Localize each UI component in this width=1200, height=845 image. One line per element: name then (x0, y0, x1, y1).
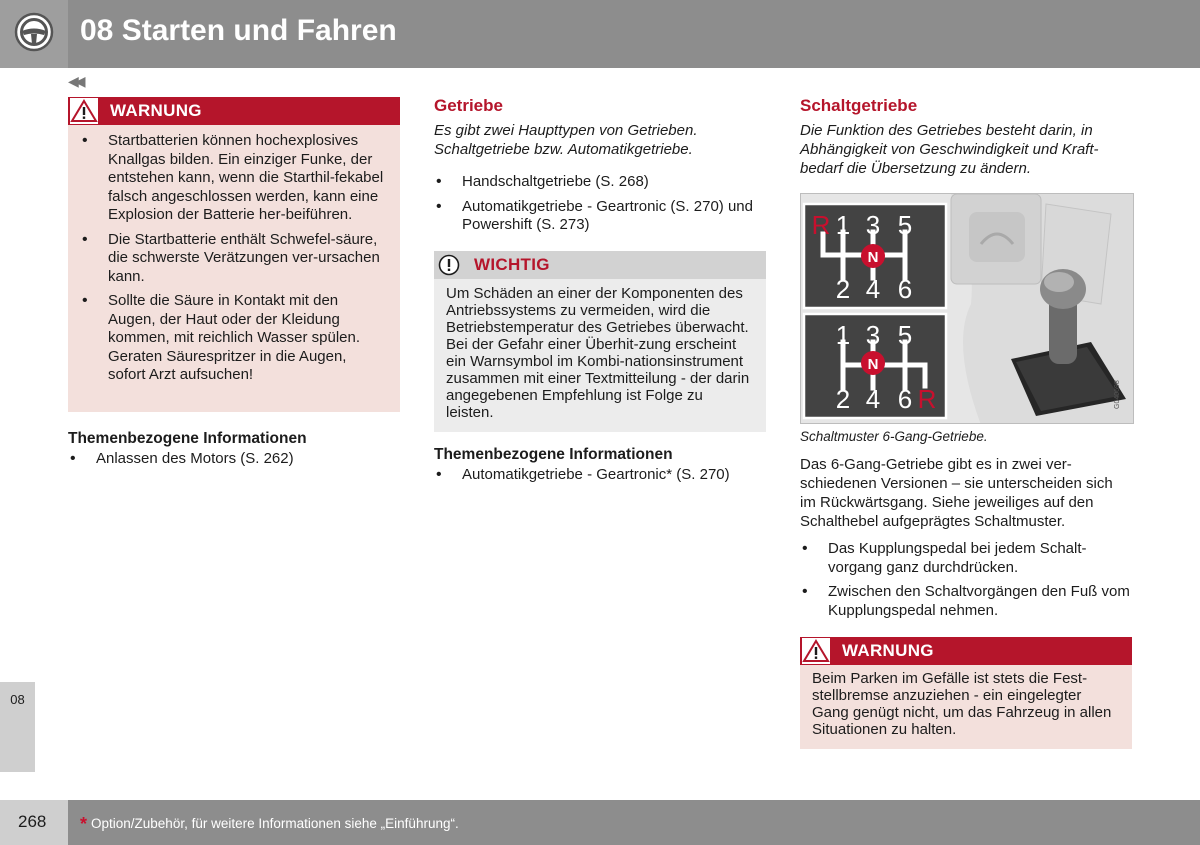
list-item: • Zwischen den Schaltvorgängen den Fuß vom Kupplungspedal nehmen. (800, 583, 1130, 620)
warning-text: Beim Parken im Gefälle ist stets die Fest-stellbremse anzuziehen - ein eingelegter Gang genügt nicht, um das Fahrzeug in allen Situationen zu halten. (812, 670, 1112, 738)
page-number: 268 (18, 812, 47, 831)
gear-label: 1 (835, 320, 851, 350)
header-logo-area (0, 0, 68, 68)
figure-caption: Schaltmuster 6-Gang-Getriebe. (800, 429, 988, 444)
important-text: Um Schäden an einer der Komponenten des Antriebssystems zu vermeiden, wird die Betriebstemperatur des Getriebes überwacht. Bei der Gefahr einer Überhit-zung erscheint ein Warnsymbol im Kombi-nationsinstrument zusammen mit einer Textmitteilung - der darin angegebenen Empfehlung ist Folge zu leisten. (446, 285, 750, 421)
gear-label: 2 (835, 274, 851, 304)
gear-label: R (811, 210, 831, 240)
section-title-getriebe: Getriebe (434, 96, 503, 115)
gear-label: 3 (865, 320, 881, 350)
section-title-schaltgetriebe: Schaltgetriebe (800, 96, 918, 115)
related-link[interactable]: • Automatikgetriebe - Geartronic* (S. 270) (434, 466, 764, 485)
gear-label: R (917, 384, 937, 414)
section-intro: Es gibt zwei Haupttypen von Getrieben. Schaltgetriebe bzw. Automatikgetriebe. (434, 122, 698, 158)
footer-note (80, 812, 459, 833)
warning-box-parking (800, 637, 1132, 749)
steering-wheel-icon (14, 12, 54, 52)
exclamation-circle-icon (438, 254, 460, 276)
body-paragraph: Das 6-Gang-Getriebe gibt es in zwei ver-schiedenen Versionen – sie unterscheiden sich im Rückwärtsgang. Siehe jeweiliges auf den Schalthebel aufgeprägtes Schaltmuster. (800, 456, 1113, 530)
gear-label: 5 (897, 320, 913, 350)
warning-label: WARNUNG (110, 101, 202, 120)
clutch-instructions-list (800, 540, 1130, 626)
list-item: • Das Kupplungspedal bei jedem Schalt-vorgang ganz durchdrücken. (800, 540, 1130, 577)
chapter-title: 08 Starten und Fahren (80, 14, 397, 47)
warning-triangle-icon (70, 98, 98, 124)
warning-list (80, 132, 388, 391)
gear-label: 1 (835, 210, 851, 240)
warning-triangle-icon (802, 638, 830, 664)
gear-label: 2 (835, 384, 851, 414)
section-intro: Die Funktion des Getriebes besteht darin, in Abhängigkeit von Geschwindigkeit und Kraft-bedarf die Übersetzung zu ändern. (800, 122, 1099, 177)
double-chevron-left-icon[interactable]: ◀◀ (68, 73, 82, 89)
list-item-link[interactable]: • Automatikgetriebe - Geartronic (S. 270) und Powershift (S. 273) (434, 198, 764, 235)
neutral-label: N (867, 356, 879, 373)
gear-label: 6 (897, 274, 913, 304)
gear-label: 6 (897, 384, 913, 414)
list-item-link[interactable]: • Handschaltgetriebe (S. 268) (434, 173, 764, 192)
gearbox-type-list (434, 173, 764, 241)
footnote-star: * (80, 814, 88, 834)
related-list (68, 450, 398, 469)
shift-pattern-illustration (801, 194, 1134, 424)
warning-header (68, 97, 400, 125)
footer-note-text: Option/Zubehör, für weitere Informationen siehe „Einführung“. (91, 816, 459, 831)
list-item: • Die Startbatterie enthält Schwefel-säure, die schwerste Verätzungen ver-ursachen kann. (80, 231, 388, 287)
chapter-tab[interactable] (0, 682, 35, 772)
gear-label: 3 (865, 210, 881, 240)
related-heading: Themenbezogene Informationen (68, 430, 307, 447)
related-link[interactable]: • Anlassen des Motors (S. 262) (68, 450, 398, 469)
chapter-tab-label: 08 (10, 692, 25, 707)
warning-header (800, 637, 1132, 665)
warning-label: WARNUNG (842, 641, 934, 660)
important-box (434, 251, 766, 432)
related-heading: Themenbezogene Informationen (434, 446, 673, 463)
shift-pattern-figure (800, 193, 1134, 424)
gear-label: 4 (865, 274, 881, 304)
list-item: • Sollte die Säure in Kontakt mit den Augen, der Haut oder der Kleidung kommen, mit reichlich Wasser spülen. Geraten Säurespritzer in die Augen, sofort Arzt aufsuchen! (80, 292, 388, 385)
important-header (434, 251, 766, 279)
gear-label: 5 (897, 210, 913, 240)
important-label: WICHTIG (474, 255, 550, 274)
warning-box-battery (68, 97, 400, 412)
gear-label: 4 (865, 384, 881, 414)
list-item: • Startbatterien können hochexplosives Knallgas bilden. Ein einziger Funke, der entstehen kann, wenn die Starthil-fekabel falsch angeschlossen werden, kann eine Explosion der Batterie her-beiführen. (80, 132, 388, 225)
figure-code: G040698 (1114, 380, 1121, 409)
neutral-label: N (867, 249, 879, 266)
related-list (434, 466, 764, 485)
